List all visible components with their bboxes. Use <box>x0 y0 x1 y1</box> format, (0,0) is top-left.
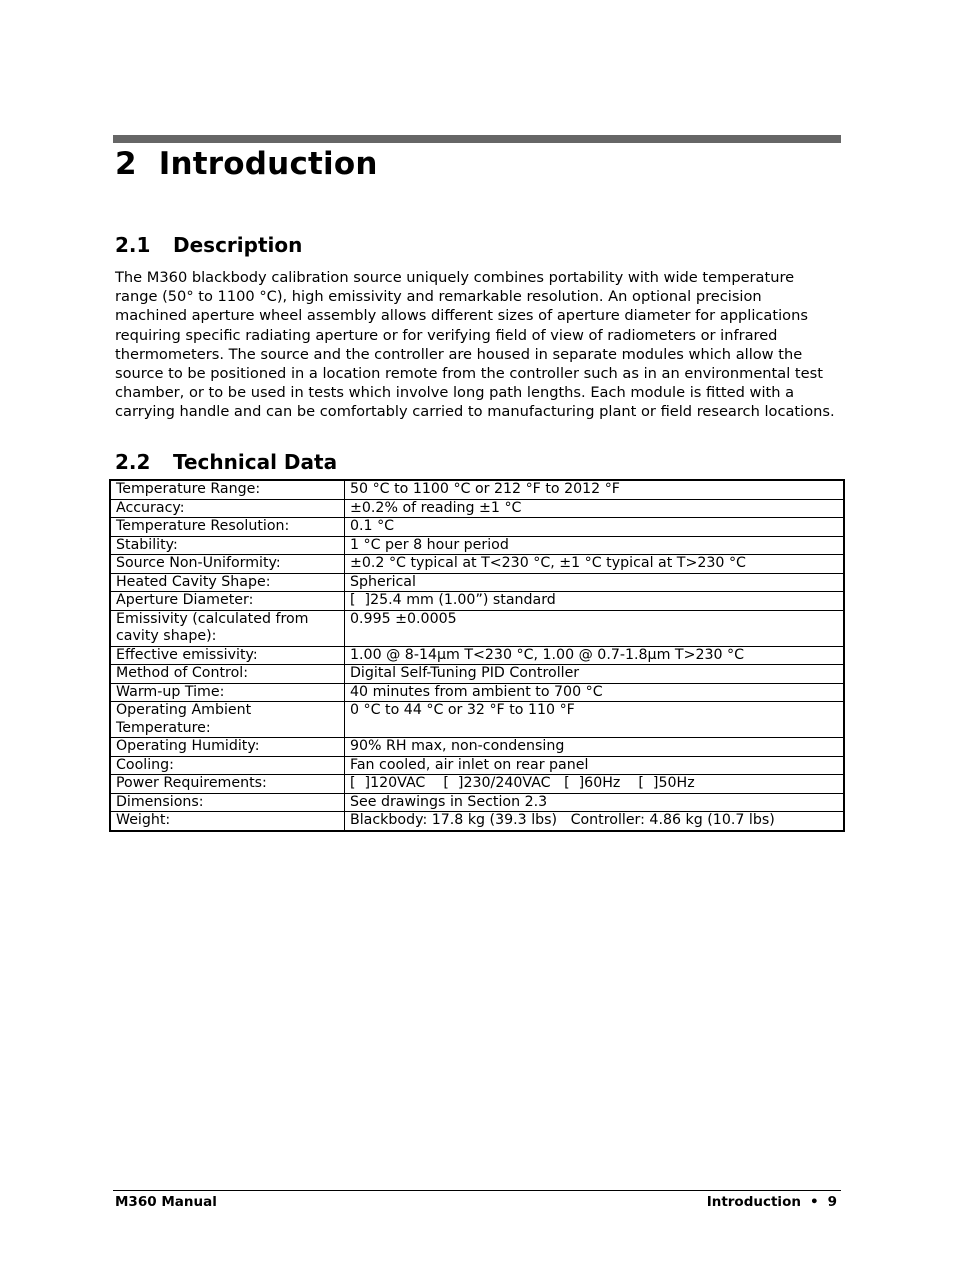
technical-data-table <box>109 479 845 832</box>
table-row <box>110 536 844 555</box>
spec-value: Blackbody: 17.8 kg (39.3 lbs) Controller: 4.86 kg (10.7 lbs) <box>345 812 845 831</box>
spec-value: 50 °C to 1100 °C or 212 °F to 2012 °F <box>345 480 845 499</box>
spec-value: 90% RH max, non-condensing <box>345 738 845 757</box>
section-heading-description <box>115 233 302 257</box>
spec-label: Power Requirements: <box>110 775 345 794</box>
spec-value: [ ]25.4 mm (1.00”) standard <box>345 592 845 611</box>
section-heading-technical-data <box>115 450 337 474</box>
chapter-name: Introduction <box>158 146 378 182</box>
table-row <box>110 793 844 812</box>
table-row <box>110 756 844 775</box>
section-name: Description <box>173 233 303 257</box>
spec-label: Temperature Range: <box>110 480 345 499</box>
spec-label: Temperature Resolution: <box>110 518 345 537</box>
spec-value: [ ]120VAC [ ]230/240VAC [ ]60Hz [ ]50Hz <box>345 775 845 794</box>
spec-value: 0.1 °C <box>345 518 845 537</box>
spec-label: Dimensions: <box>110 793 345 812</box>
spec-value: Fan cooled, air inlet on rear panel <box>345 756 845 775</box>
footer-page-info <box>707 1194 837 1210</box>
spec-value: Digital Self-Tuning PID Controller <box>345 665 845 684</box>
footer-section: Introduction <box>706 1194 801 1210</box>
spec-label: Operating Ambient Temperature: <box>110 702 345 738</box>
table-row <box>110 738 844 757</box>
footer-bullet: • <box>809 1194 819 1210</box>
table-row <box>110 610 844 646</box>
table-row <box>110 646 844 665</box>
table-row <box>110 480 844 499</box>
spec-value: Spherical <box>345 573 845 592</box>
footer-manual-title: M360 Manual <box>115 1194 217 1210</box>
spec-value: 0 °C to 44 °C or 32 °F to 110 °F <box>345 702 845 738</box>
table-row <box>110 555 844 574</box>
section-name: Technical Data <box>173 450 338 474</box>
table-row <box>110 665 844 684</box>
table-row <box>110 775 844 794</box>
spec-label: Emissivity (calculated from cavity shape): <box>110 610 345 646</box>
technical-data-body <box>110 480 844 831</box>
description-paragraph: The M360 blackbody calibration source uniquely combines portability with wide temperature range (50° to 1100 °C), high emissivity and remarkable resolution. An optional precision machined aperture wheel assembly allows different sizes of aperture diameter for applications requiring specific radiating aperture or for verifying field of view of radiometers or infrared thermometers. The source and the controller are housed in separate modules which allow the source to be positioned in a location remote from the controller such as in an environmental test chamber, or to be used in tests which involve long path lengths. Each module is fitted with a carrying handle and can be comfortably carried to manufacturing plant or field research locations. <box>115 269 835 421</box>
spec-value: ±0.2 °C typical at T<230 °C, ±1 °C typical at T>230 °C <box>345 555 845 574</box>
spec-label: Effective emissivity: <box>110 646 345 665</box>
table-row <box>110 573 844 592</box>
chapter-number: 2 <box>115 146 137 182</box>
spec-value: See drawings in Section 2.3 <box>345 793 845 812</box>
spec-label: Aperture Diameter: <box>110 592 345 611</box>
table-row <box>110 518 844 537</box>
table-row <box>110 499 844 518</box>
footer-rule <box>113 1190 841 1191</box>
section-number: 2.2 <box>115 450 151 474</box>
spec-label: Warm-up Time: <box>110 683 345 702</box>
spec-value: 1 °C per 8 hour period <box>345 536 845 555</box>
spec-value: 40 minutes from ambient to 700 °C <box>345 683 845 702</box>
table-row <box>110 812 844 831</box>
spec-value: 1.00 @ 8-14μm T<230 °C, 1.00 @ 0.7-1.8μm T>230 °C <box>345 646 845 665</box>
spec-label: Operating Humidity: <box>110 738 345 757</box>
spec-label: Heated Cavity Shape: <box>110 573 345 592</box>
spec-value: 0.995 ±0.0005 <box>345 610 845 646</box>
spec-value: ±0.2% of reading ±1 °C <box>345 499 845 518</box>
spec-label: Method of Control: <box>110 665 345 684</box>
spec-label: Accuracy: <box>110 499 345 518</box>
section-number: 2.1 <box>115 233 151 257</box>
table-row <box>110 683 844 702</box>
chapter-rule <box>113 135 841 143</box>
table-row <box>110 592 844 611</box>
page-number: 9 <box>827 1194 837 1210</box>
spec-label: Source Non-Uniformity: <box>110 555 345 574</box>
spec-label: Stability: <box>110 536 345 555</box>
spec-label: Weight: <box>110 812 345 831</box>
chapter-title <box>115 146 378 182</box>
spec-label: Cooling: <box>110 756 345 775</box>
table-row <box>110 702 844 738</box>
